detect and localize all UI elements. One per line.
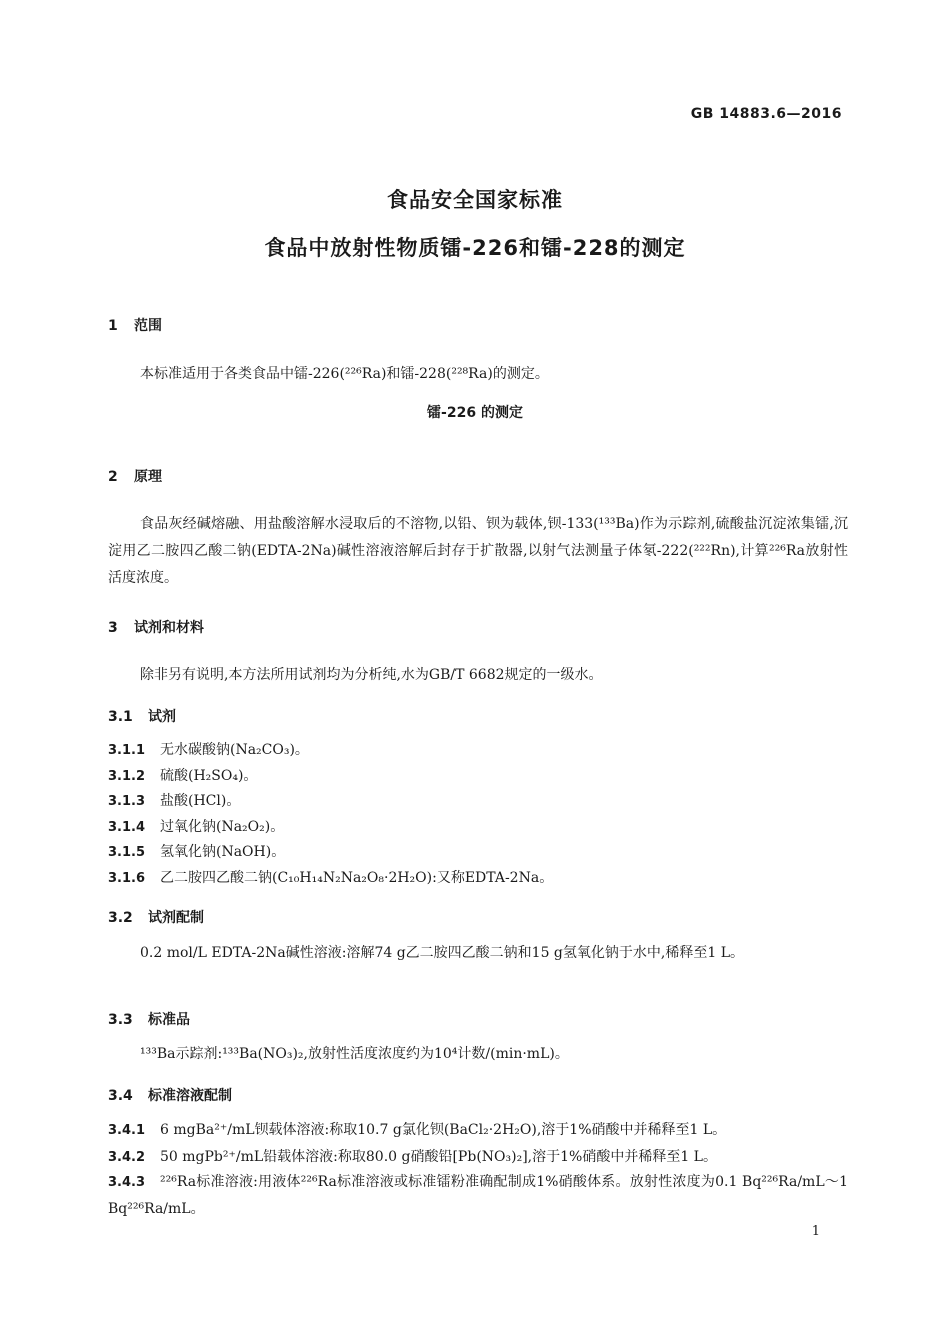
section-title: 试剂和材料 [134,620,204,636]
section-title: 原理 [134,469,162,485]
section-3-3-heading [108,1009,190,1029]
item-text: 盐酸(HCl)。 [160,793,241,809]
section-number: 3.4 [108,1088,133,1104]
section-title: 试剂 [148,709,176,725]
item-number: 3.4.2 [108,1150,146,1165]
item-text: 硫酸(H₂SO₄)。 [160,768,258,784]
section-2-heading [108,466,162,486]
section-number: 3 [108,620,118,636]
section-title: 标准品 [148,1012,190,1028]
standard-number: GB 14883.6—2016 [690,106,842,122]
doc-title-line1: 食品安全国家标准 [387,188,563,212]
item-number: 3.4.1 [108,1123,146,1138]
item-number: 3.1.4 [108,820,146,835]
item-text: 6 mgBa²⁺/mL钡载体溶液:称取10.7 g氯化钡(BaCl₂·2H₂O),溶于1%硝酸中并稀释至1 L。 [160,1122,727,1138]
page-number: 1 [811,1224,820,1239]
section-number: 3.3 [108,1012,133,1028]
section-title: 标准溶液配制 [148,1088,232,1104]
list-item [108,737,848,764]
item-number: 3.1.2 [108,769,146,784]
section-title: 范围 [134,318,162,334]
doc-title-line2: 食品中放射性物质镭-226和镭-228的测定 [264,236,686,260]
section-1-text: 本标准适用于各类食品中镭-226(²²⁶Ra)和镭-228(²²⁸Ra)的测定。 [140,366,549,382]
list-item [108,788,848,815]
list-item [108,763,848,790]
list-item [108,1144,848,1171]
section-2-text: 食品灰经碱熔融、用盐酸溶解水浸取后的不溶物,以铅、钡为载体,钡-133(¹³³Ba)作为示踪剂,硫酸盐沉淀浓集镭,沉淀用乙二胺四乙酸二钠(EDTA-2Na)碱性溶液溶解后封存于扩散器,以射气法测量子体氡-222(²²²Rn),计算²²⁶Ra放射性活度浓度。 [108,516,848,586]
list-item [108,1117,848,1144]
section-number: 3.1 [108,709,133,725]
list-item [108,1169,848,1223]
item-text: 氢氧化钠(NaOH)。 [160,844,286,860]
section-3-1-heading [108,706,176,726]
item-number: 3.1.1 [108,743,146,758]
section-3-3-text: ¹³³Ba示踪剂:¹³³Ba(NO₃)₂,放射性活度浓度约为10⁴计数/(min·mL)。 [140,1046,569,1062]
section-number: 3.2 [108,910,133,926]
section-3-2-heading [108,907,204,927]
section-3-text: 除非另有说明,本方法所用试剂均为分析纯,水为GB/T 6682规定的一级水。 [140,667,603,683]
item-text: 乙二胺四乙酸二钠(C₁₀H₁₄N₂Na₂O₈·2H₂O):又称EDTA-2Na。 [160,870,554,886]
item-text: 无水碳酸钠(Na₂CO₃)。 [160,742,309,758]
item-number: 3.1.6 [108,871,146,886]
item-text: 50 mgPb²⁺/mL铅载体溶液:称取80.0 g硝酸铅[Pb(NO₃)₂],溶于1%硝酸中并稀释至1 L。 [160,1149,717,1165]
list-item [108,865,848,892]
item-number: 3.4.3 [108,1175,146,1190]
list-item [108,814,848,841]
list-item [108,839,848,866]
section-3-4-heading [108,1085,232,1105]
item-text: ²²⁶Ra标准溶液:用液体²²⁶Ra标准溶液或标准镭粉准确配制成1%硝酸体系。放射性浓度为0.1 Bq²²⁶Ra/mL～1 Bq²²⁶Ra/mL。 [108,1174,848,1217]
section-number: 1 [108,318,118,334]
subtitle-ra226: 镭-226 的测定 [427,405,523,421]
item-number: 3.1.5 [108,845,146,860]
section-3-heading [108,617,204,637]
section-title: 试剂配制 [148,910,204,926]
item-text: 过氧化钠(Na₂O₂)。 [160,819,285,835]
section-number: 2 [108,469,118,485]
section-3-2-text: 0.2 mol/L EDTA-2Na碱性溶液:溶解74 g乙二胺四乙酸二钠和15 g氢氧化钠于水中,稀释至1 L。 [140,945,744,961]
item-number: 3.1.3 [108,794,146,809]
section-1-heading [108,315,162,335]
